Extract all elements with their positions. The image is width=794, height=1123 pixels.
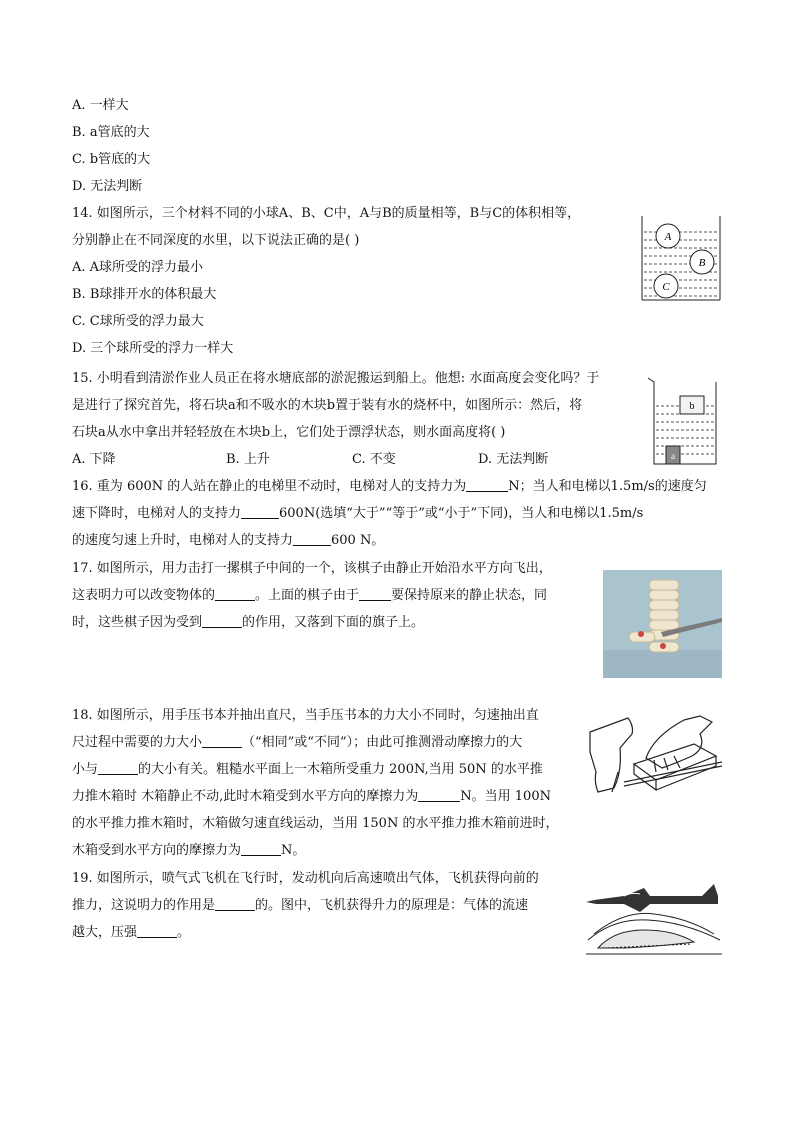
q19-l2b: 的。图中，飞机获得升力的原理是：气体的流速 <box>255 898 529 913</box>
q18-line4 <box>72 787 551 807</box>
q17-line1: 17. 如图所示，用力击打一摞棋子中间的一个，该棋子由静止开始沿水平方向飞出， <box>72 561 552 576</box>
q18-line3 <box>72 760 543 780</box>
q18-l4a: 力推木箱时 木箱静止不动,此时木箱受到水平方向的摩擦力为 <box>72 789 419 804</box>
q18-line6 <box>72 841 305 861</box>
q16-line1 <box>72 477 707 497</box>
q16-l3a: 的速度匀速上升时，电梯对人的支持力 <box>72 533 294 548</box>
q18-line5: 的水平推力推木箱时，木箱做匀速直线运动，当用 150N 的水平推力推木箱前进时， <box>72 816 559 831</box>
q19-line2 <box>72 896 528 916</box>
wing-airflow-diagram <box>586 913 722 954</box>
q15-stem-line1: 15. 小明看到清淤作业人员正在将水塘底部的淤泥搬运到船上。他想: 水面高度会变化吗？于 <box>72 371 600 386</box>
q14-option-b: B. B球排开水的体积最大 <box>72 287 217 302</box>
q17-line3 <box>72 613 424 633</box>
q18-l3b: 的大小有关。粗糙水平面上一木箱所受重力 200N,当用 50N 的水平推 <box>138 762 543 777</box>
q16-l2b: 600N(选填“大于”“等于”或“小于”下同)，当人和电梯以1.5m/s <box>279 506 644 521</box>
q17-line2 <box>72 586 547 606</box>
q15-label-a: a <box>671 451 675 461</box>
q13-option-a: A. 一样大 <box>72 98 129 113</box>
q18-l6a: 木箱受到水平方向的摩擦力为 <box>72 843 242 858</box>
q14-stem-line1: 14. 如图所示，三个材料不同的小球A、B、C中，A与B的质量相等，B与C的体积相等， <box>72 206 581 221</box>
q19-blank-2[interactable] <box>137 923 177 938</box>
q15-option-c: C. 不变 <box>352 452 396 467</box>
q16-blank-2[interactable] <box>241 504 279 519</box>
q15-figure-beaker <box>646 376 722 466</box>
q17-l2c: 要保持原来的静止状态，同 <box>391 588 548 603</box>
jet-plane-icon <box>586 884 718 912</box>
q14-label-c: C <box>662 281 670 293</box>
q17-l2b: 。上面的棋子由于 <box>255 588 360 603</box>
q13-option-b: B. a管底的大 <box>72 125 150 140</box>
q19-blank-1[interactable] <box>215 896 255 911</box>
q17-photo-chess-stack <box>603 570 722 678</box>
q16-l1a: 16. 重为 600N 的人站在静止的电梯里不动时，电梯对人的支持力为 <box>72 479 467 494</box>
q19-line3 <box>72 923 190 943</box>
q16-blank-1[interactable] <box>466 477 508 492</box>
q18-l2b: （“相同”或“不同”）；由此可推测滑动摩擦力的大 <box>242 735 523 750</box>
q18-blank-1[interactable] <box>202 733 242 748</box>
q18-l4b: N。当用 100N <box>460 789 551 804</box>
q14-stem-line2: 分别静止在不同深度的水里，以下说法正确的是( ) <box>72 233 360 248</box>
q15-option-b: B. 上升 <box>226 452 270 467</box>
q14-figure-balls-in-water <box>638 214 724 306</box>
q14-option-c: C. C球所受的浮力最大 <box>72 314 204 329</box>
q17-l3a: 时，这些棋子因为受到 <box>72 615 203 630</box>
q14-option-d: D. 三个球所受的浮力一样大 <box>72 341 234 356</box>
q18-l2a: 尺过程中需要的力大小 <box>72 735 203 750</box>
q14-label-a: A <box>664 231 672 243</box>
q17-blank-3[interactable] <box>202 613 242 628</box>
q15-option-d: D. 无法判断 <box>478 452 549 467</box>
q18-figure-hand-book-ruler <box>588 712 722 804</box>
q16-blank-3[interactable] <box>293 531 331 546</box>
q16-line3 <box>72 531 384 551</box>
q19-l3a: 越大，压强 <box>72 925 138 940</box>
q16-l2a: 速下降时，电梯对人的支持力 <box>72 506 242 521</box>
q17-blank-1[interactable] <box>215 586 255 601</box>
q18-blank-3[interactable] <box>418 787 460 802</box>
q15-stem-line3: 石块a从水中拿出并轻轻放在木块b上，它们处于漂浮状态，则水面高度将( ) <box>72 425 506 440</box>
q18-line1: 18. 如图所示，用手压书本并抽出直尺，当手压书本的力大小不同时，匀速抽出直 <box>72 708 539 723</box>
q19-figure-jet-and-wing <box>584 874 724 958</box>
q14-label-b: B <box>698 257 706 269</box>
q16-l1b: N；当人和电梯以1.5m/s的速度匀 <box>508 479 707 494</box>
q15-stem-line2: 是进行了探究首先，将石块a和不吸水的木块b置于装有水的烧杯中，如图所示：然后，将 <box>72 398 583 413</box>
q14-option-a: A. A球所受的浮力最小 <box>72 260 204 275</box>
q13-option-c: C. b管底的大 <box>72 152 151 167</box>
q18-l3a: 小与 <box>72 762 99 777</box>
q18-line2 <box>72 733 522 753</box>
q18-blank-4[interactable] <box>241 841 281 856</box>
q17-l3b: 的作用，又落到下面的旗子上。 <box>242 615 425 630</box>
q19-l2a: 推力，这说明力的作用是 <box>72 898 216 913</box>
q13-option-d: D. 无法判断 <box>72 179 143 194</box>
q19-l3b: 。 <box>177 925 191 940</box>
q15-label-b: b <box>689 401 695 412</box>
q18-l6b: N。 <box>281 843 306 858</box>
q19-line1: 19. 如图所示，喷气式飞机在飞行时，发动机向后高速喷出气体，飞机获得向前的 <box>72 871 539 886</box>
q17-l2a: 这表明力可以改变物体的 <box>72 588 216 603</box>
q17-blank-2[interactable] <box>359 586 391 601</box>
q16-l3b: 600 N。 <box>331 533 385 548</box>
q16-line2 <box>72 504 643 524</box>
q15-option-a: A. 下降 <box>72 452 116 467</box>
q18-blank-2[interactable] <box>98 760 138 775</box>
